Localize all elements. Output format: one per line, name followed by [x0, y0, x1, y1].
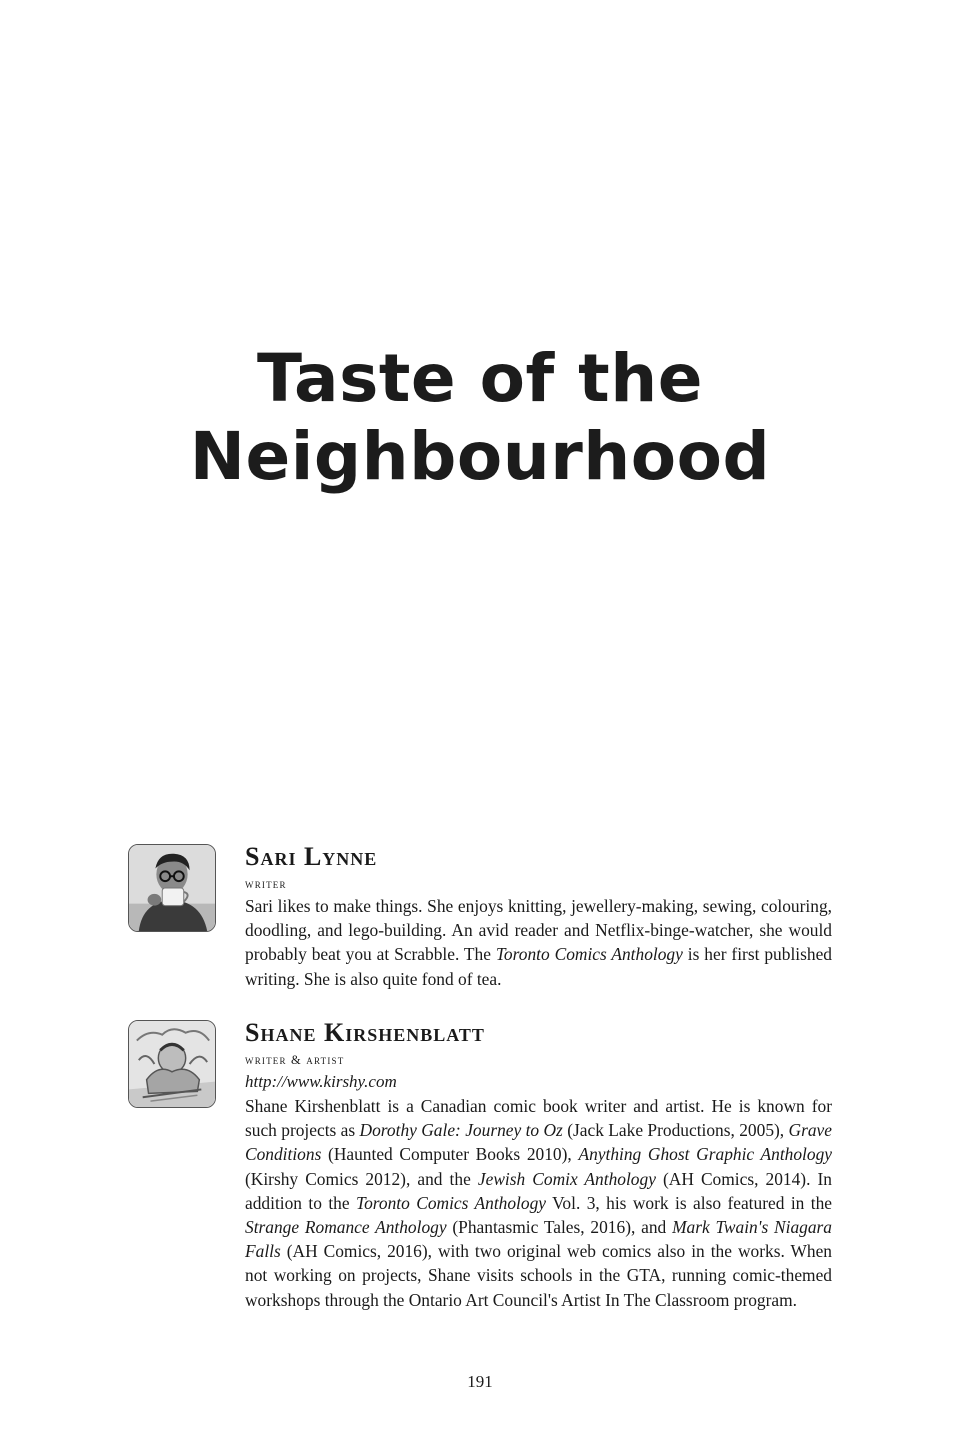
bio-text-block [245, 1018, 832, 1312]
chapter-title-line-1: Taste of the [257, 340, 703, 417]
contributor-role: writer [245, 877, 287, 891]
chapter-title [0, 340, 960, 496]
chapter-title-line-2: Neighbourhood [189, 418, 771, 495]
contributor-website-link[interactable]: http://www.kirshy.com [245, 1072, 397, 1091]
bio-paragraph: Sari likes to make things. She enjoys knitting, jewellery-making, sewing, colouring, doodling, and lego-building. An avid reader and Netflix-binge-watcher, she would probably beat you at Scrabble. The Toronto Comics Anthology is her first published writing. She is also quite fond of tea. [245, 896, 832, 989]
contributor-name: Shane Kirshenblatt [245, 1018, 485, 1047]
person-drinking-tea-photo-icon [128, 844, 216, 932]
contributor-role: writer & artist [245, 1053, 345, 1067]
contributor-name: Sari Lynne [245, 842, 378, 871]
comic-art-avatar-icon [128, 1020, 216, 1108]
bio-paragraph: Shane Kirshenblatt is a Canadian comic book writer and artist. He is known for such projects as Dorothy Gale: Journey to Oz (Jack Lake Productions, 2005), Grave Conditions (Haunted Computer Books 2010), Anything Ghost Graphic Anthology (Kirshy Comics 2012), and the Jewish Comix Anthology (AH Comics, 2014). In addition to the Toronto Comics Anthology Vol. 3, his work is also featured in the Strange Romance Anthology (Phantasmic Tales, 2016), and Mark Twain's Niagara Falls (AH Comics, 2016), with two original web comics also in the works. When not working on projects, Shane visits schools in the GTA, running comic-themed workshops through the Ontario Art Council's Artist In The Classroom program. [245, 1096, 833, 1310]
bio-text-block [245, 842, 832, 991]
page-number: 191 [467, 1372, 493, 1391]
